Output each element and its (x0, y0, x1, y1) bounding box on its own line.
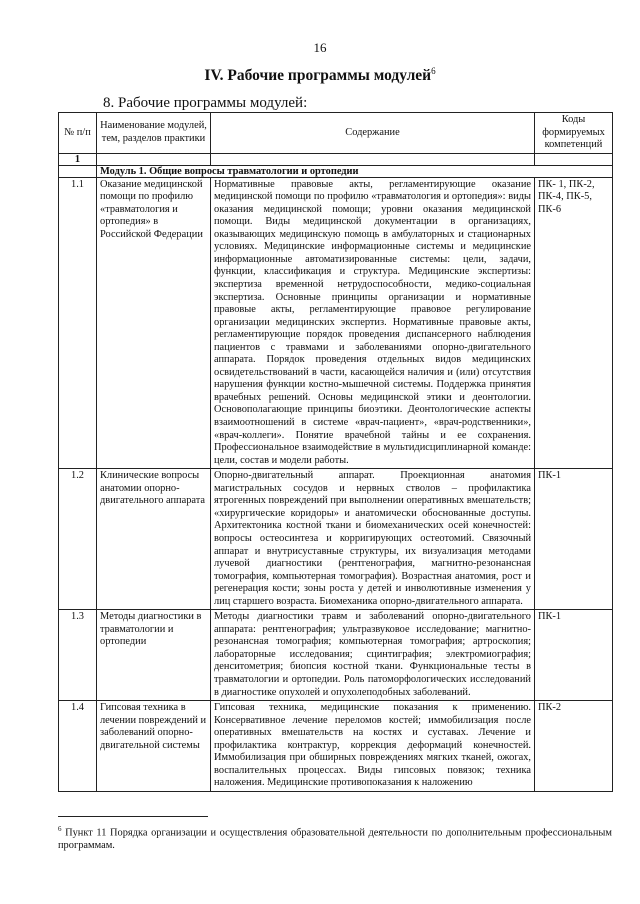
table-row (59, 177, 613, 469)
row-num: 1.4 (59, 701, 97, 792)
column-number-2 (97, 153, 211, 165)
row-content: Нормативные правовые акты, регламентирующие оказание медицинской помощи по профилю «травматология и ортопедия»: виды оказания медицинской помощи; уровни оказания медицинской помощи. Виды медицинской документации в организациях, оказывающих медицинскую помощь в амбулаторных и стационарных условиях. Медицинские информационные системы и медицинские информационные автоматизированные системы: цели, задачи, функции, классификация и структура. Медицинские экспертизы: экспертиза временной нетрудоспособности, медико-социальная экспертиза. Основные принципы организации и нормативные правовые акты, регламентирующие правовое регулирование организации медицинских экспертиз. Нормативные правовые акты, регламентирующие порядок проведения диспансерного наблюдения пациентов с травмами и заболеваниями опорно-двигательного аппарата. Порядок проведения отдельных видов медицинских освидетельствований в части, касающейся наличия и (или) отсутствия нарушения функции костно-мышечной системы. Поддержка принятия врачебных решений. Основы медицинской этики и деонтологии. Основополагающие принципы биоэтики. Деонтологические аспекты взаимоотношений в системе «врач-пациент», «врач-родственники», «врач-коллеги». Понятие врачебной тайны и ее сохранения. Профессиональное взаимодействие в мультидисциплинарной команде: цели, состав и модели работы. (211, 177, 535, 469)
column-number-1: 1 (59, 153, 97, 165)
page-title-text: IV. Рабочие программы модулей (204, 67, 432, 85)
row-codes: ПК-2 (535, 701, 613, 792)
table-header-row (59, 113, 613, 154)
row-codes: ПК- 1, ПК-2, ПК-4, ПК-5, ПК-6 (535, 177, 613, 469)
row-name: Оказание медицинской помощи по профилю «травматология и ортопедия» в Российской Федерации (97, 177, 211, 469)
page-title (0, 66, 640, 85)
row-num: 1.2 (59, 469, 97, 610)
modules-table (58, 112, 613, 792)
table-row (59, 610, 613, 701)
column-number-3 (211, 153, 535, 165)
module-title: Модуль 1. Общие вопросы травматологии и ортопедии (97, 165, 613, 177)
column-number-row (59, 153, 613, 165)
header-name: Наименование модулей, тем, разделов практики (97, 113, 211, 154)
row-content: Методы диагностики травм и заболеваний опорно-двигательного аппарата: рентгенография; ультразвуковое исследование; магнитно-резонансная томография; компьютерная томография; артроскопия; лабораторные исследования; сцинтиграфия; электромиография; денситометрия; биопсия костной ткани. Функциональные тесты в травматологии и ортопедии. Роль патоморфологических исследований в диагностике опухолей и опухолеподобных заболеваний. (211, 610, 535, 701)
module-title-row (59, 165, 613, 177)
section-subtitle: 8. Рабочие программы модулей: (103, 95, 308, 111)
row-codes: ПК-1 (535, 610, 613, 701)
table-row (59, 701, 613, 792)
row-codes: ПК-1 (535, 469, 613, 610)
column-number-4 (535, 153, 613, 165)
title-footnote-ref: 6 (431, 66, 436, 76)
row-content: Опорно-двигательный аппарат. Проекционная анатомия магистральных сосудов и нервных стволов – профилактика ятрогенных повреждений при выполнении оперативных вмешательств; «хирургические коридоры» и анатомически обоснованные доступы. Архитектоника костной ткани и биомеханических осей конечностей: вопросы остеосинтеза и корригирующих остеотомий. Связочный аппарат и внутрисуставные структуры, их визуализация методами лучевой диагностики (рентгенография, магнитно-резонансная томография, компьютерная томография). Возрастная анатомия, рост и регенерация кости; зоны роста у детей и инволютивные изменения у лиц старшего возраста. Биомеханика опорно-двигательного аппарата. (211, 469, 535, 610)
row-num: 1.1 (59, 177, 97, 469)
header-num: № п/п (59, 113, 97, 154)
row-name: Клинические вопросы анатомии опорно-двигательного аппарата (97, 469, 211, 610)
row-name: Гипсовая техника в лечении повреждений и заболеваний опорно-двигательной системы (97, 701, 211, 792)
row-content: Гипсовая техника, медицинские показания к применению. Консервативное лечение переломов костей; иммобилизация после оперативных вмешательств на костях и суставах. Лечение и профилактика контрактур, коррекция деформаций конечностей. Иммобилизация при обширных повреждениях мягких тканей, ожогах, воспалительных процессах. Виды гипсовых повязок; техника наложения. Медицинские противопоказания к наложению (211, 701, 535, 792)
header-content: Содержание (211, 113, 535, 154)
footnote-separator (58, 816, 208, 817)
row-num: 1.3 (59, 610, 97, 701)
page-number: 16 (313, 40, 327, 55)
table-row (59, 469, 613, 610)
header-codes: Коды формируемых компетенций (535, 113, 613, 154)
footnote (58, 823, 612, 852)
footnote-ref: 6 (58, 825, 62, 833)
row-name: Методы диагностики в травматологии и ортопедии (97, 610, 211, 701)
footnote-text: Пункт 11 Порядка организации и осуществления образовательной деятельности по дополнительным профессиональным программам. (58, 827, 612, 852)
module-title-num-cell (59, 165, 97, 177)
